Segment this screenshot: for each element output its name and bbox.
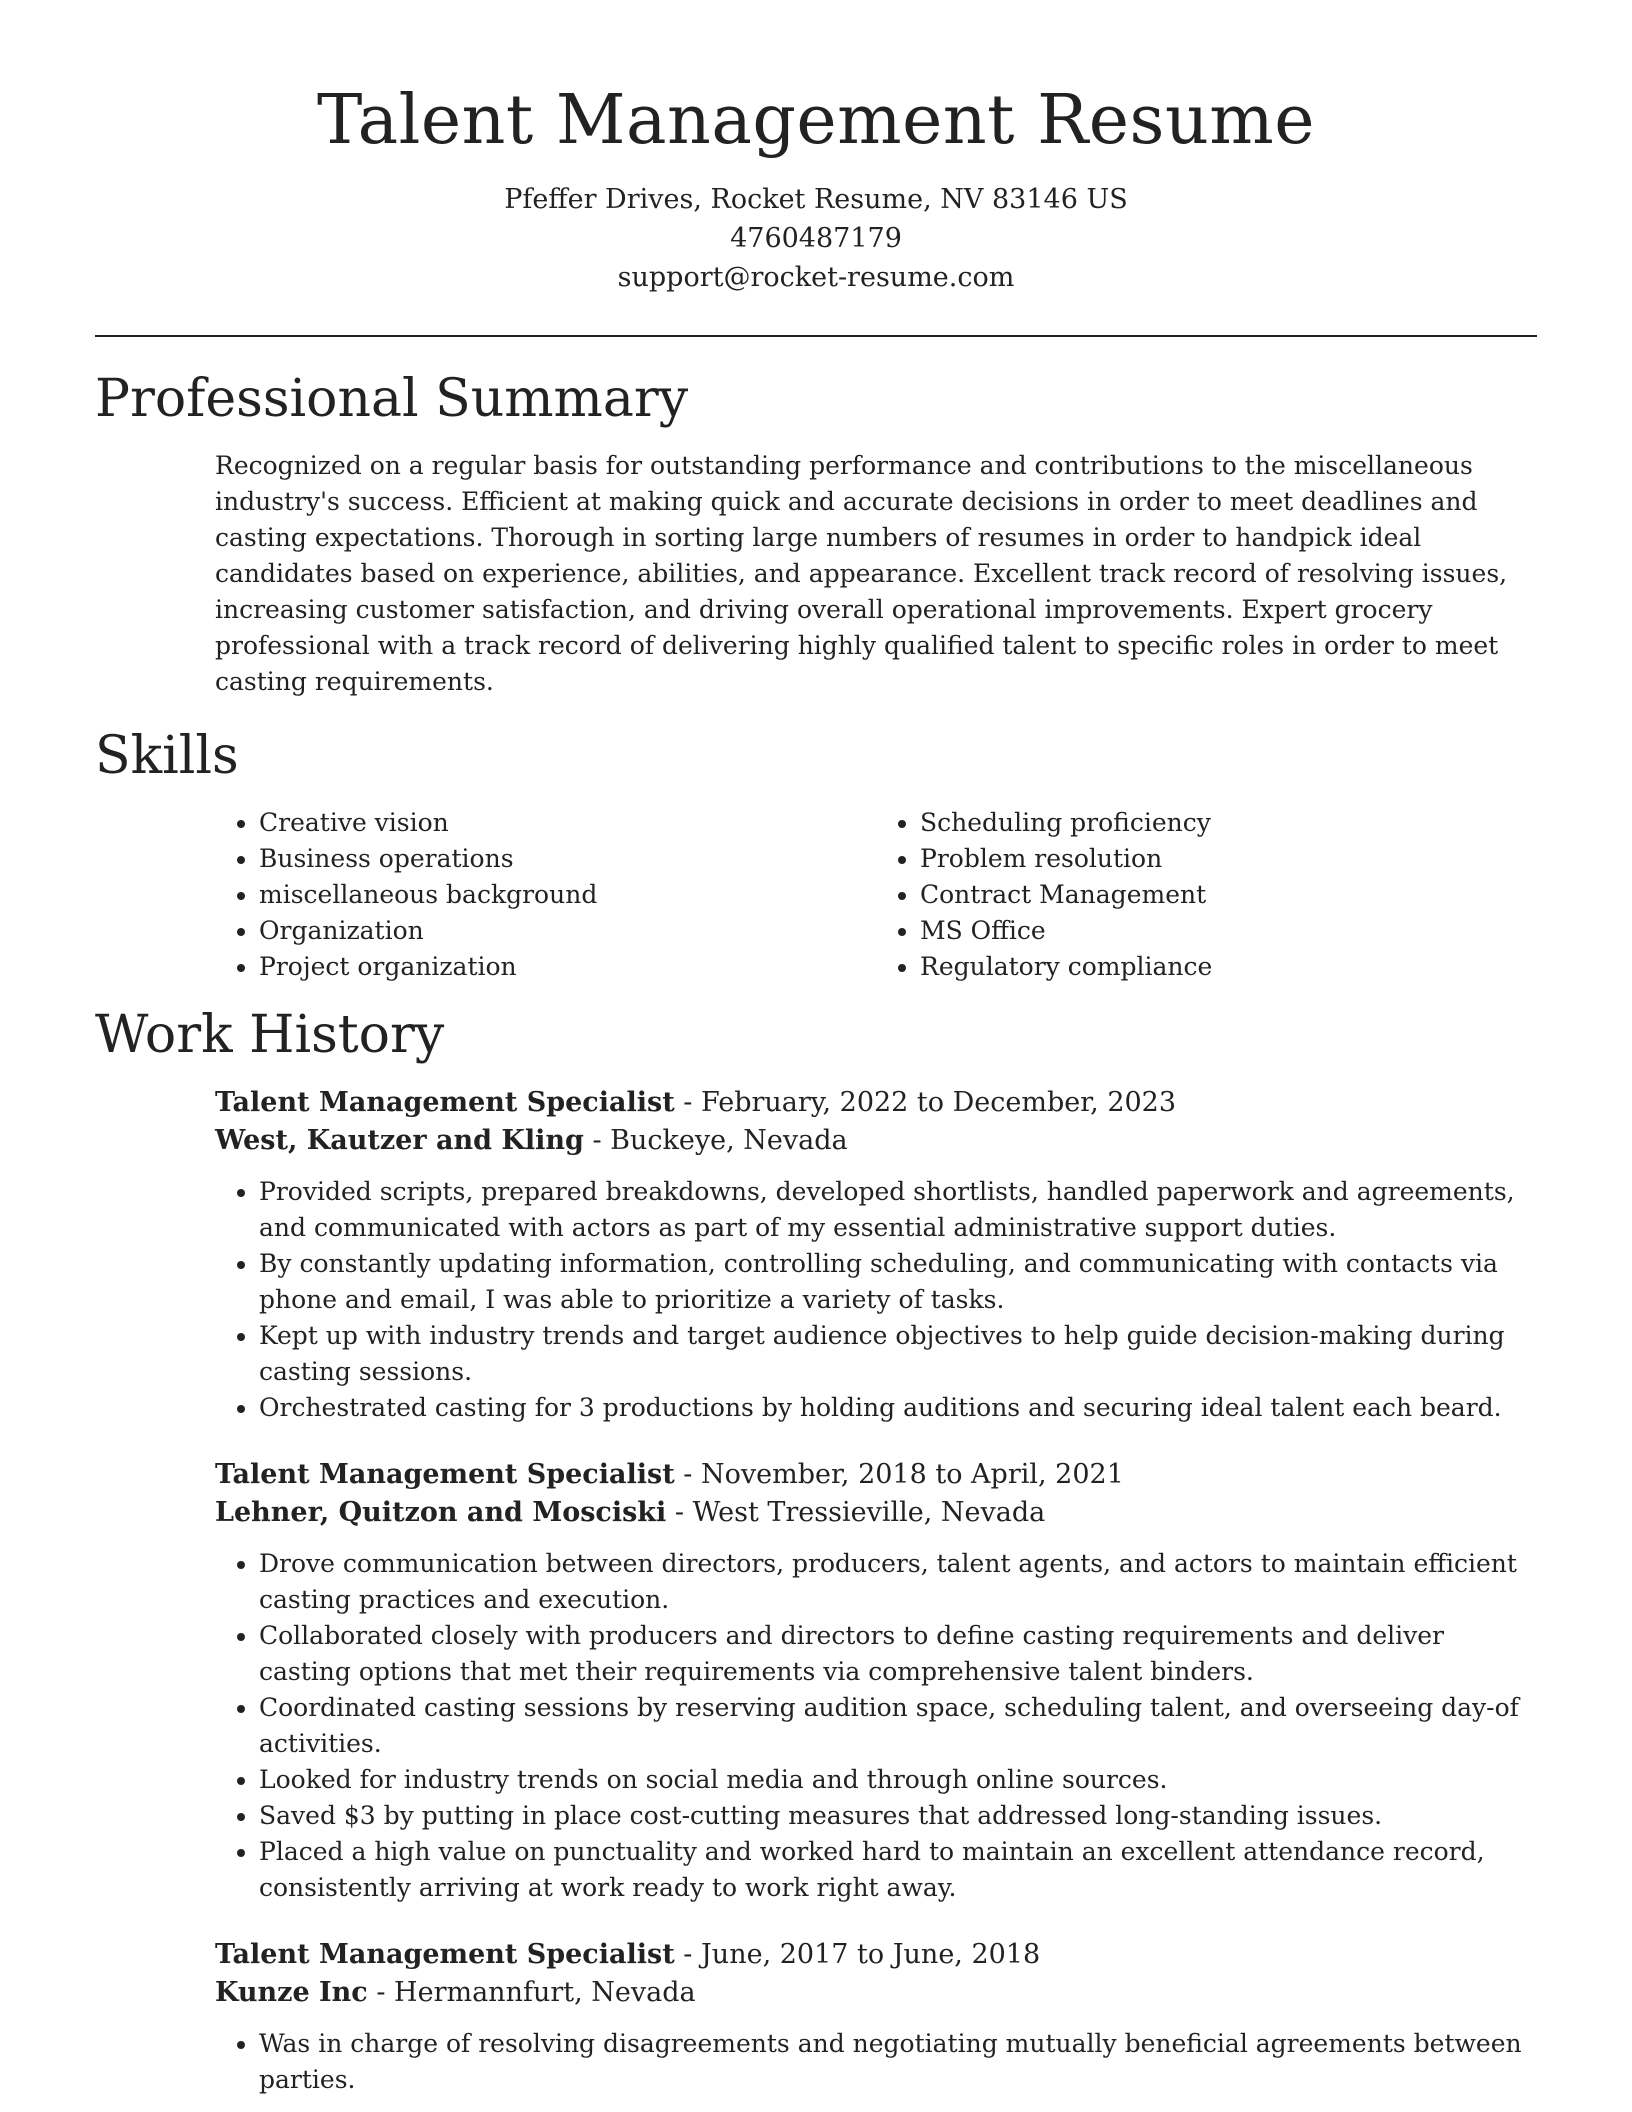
duty-item: • Provided scripts, prepared breakdowns, developed shortlists, handled paperwork and agreements, and communicated with actors as part of my essential administrative support duties. (259, 1174, 1537, 1246)
skill-item: • miscellaneous background (259, 877, 876, 913)
job-duties (215, 1174, 1537, 1426)
separator: - (583, 1125, 611, 1157)
job-location: Buckeye, Nevada (610, 1125, 848, 1157)
duty-item: • Kept up with industry trends and target audience objectives to help guide decision-making during casting sessions. (259, 1318, 1537, 1390)
separator: - (674, 1087, 701, 1119)
duty-item: • Collaborated closely with producers and directors to define casting requirements and deliver casting options that met their requirements via comprehensive talent binders. (259, 1618, 1537, 1690)
job-title-line (215, 1084, 1537, 1122)
summary-section (95, 368, 1537, 700)
work-history-heading: Work History (95, 1004, 445, 1065)
job-title: Talent Management Specialist (215, 1939, 675, 1971)
job-duties (215, 2026, 1537, 2098)
resume-header (95, 80, 1537, 297)
duty-item: • By constantly updating information, controlling scheduling, and communicating with contacts via phone and email, I was able to prioritize a variety of tasks. (259, 1246, 1537, 1318)
job-entry (215, 1456, 1537, 1906)
job-company-line (215, 1974, 1537, 2012)
job-duties (215, 1546, 1537, 1906)
phone: 4760487179 (730, 222, 902, 254)
job-company: Lehner, Quitzon and Mosciski (215, 1497, 667, 1529)
job-company: West, Kautzer and Kling (215, 1125, 584, 1157)
duty-item: • Coordinated casting sessions by reserving audition space, scheduling talent, and overseeing day-of activities. (259, 1690, 1537, 1762)
skill-item: • Contract Management (920, 877, 1537, 913)
job-company: Kunze Inc (215, 1977, 368, 2009)
duty-item: • Placed a high value on punctuality and worked hard to maintain an excellent attendance record, consistently arriving at work ready to work right away. (259, 1834, 1537, 1906)
skill-item: • Project organization (259, 949, 876, 985)
job-title-line (215, 1936, 1537, 1974)
work-history-section (95, 1004, 1537, 2098)
duty-item: • Drove communication between directors, producers, talent agents, and actors to maintain efficient casting practices and execution. (259, 1546, 1537, 1618)
skills-column-left (215, 805, 876, 985)
resume-title: Talent Management Resume (317, 81, 1315, 160)
job-company-line (215, 1494, 1537, 1532)
duty-item: • Orchestrated casting for 3 productions by holding auditions and securing ideal talent each beard. (259, 1390, 1537, 1426)
skill-item: • Business operations (259, 841, 876, 877)
skill-item: • Organization (259, 913, 876, 949)
skills-section (95, 725, 1537, 985)
skills-heading: Skills (95, 725, 239, 786)
header-divider (95, 335, 1537, 337)
skill-item: • Scheduling proficiency (920, 805, 1537, 841)
job-dates: February, 2022 to December, 2023 (700, 1087, 1177, 1119)
summary-text: Recognized on a regular basis for outstanding performance and contributions to the miscellaneous industry's success. Efficient at making quick and accurate decisions in order to meet deadlines and casting expectations. Thorough in sorting large numbers of resumes in order to handpick ideal candidates based on experience, abilities, and appearance. Excellent track record of resolving issues, increasing customer satisfaction, and driving overall operational improvements. Expert grocery professional with a track record of delivering highly qualified talent to specific roles in order to meet casting requirements. (215, 450, 1508, 696)
address: Pfeffer Drives, Rocket Resume, NV 83146 US (504, 183, 1128, 215)
contact-info (95, 180, 1537, 297)
job-dates: November, 2018 to April, 2021 (700, 1459, 1124, 1491)
separator: - (674, 1459, 701, 1491)
email: support@rocket-resume.com (617, 261, 1015, 293)
job-dates: June, 2017 to June, 2018 (700, 1939, 1041, 1971)
job-title: Talent Management Specialist (215, 1087, 675, 1119)
duty-item: • Was in charge of resolving disagreements and negotiating mutually beneficial agreements between parties. (259, 2026, 1537, 2098)
job-entry (215, 1936, 1537, 2098)
job-location: Hermannfurt, Nevada (394, 1977, 696, 2009)
job-location: West Tressieville, Nevada (692, 1497, 1046, 1529)
skill-item: • Creative vision (259, 805, 876, 841)
job-title-line (215, 1456, 1537, 1494)
skills-column-right (876, 805, 1537, 985)
duty-item: • Saved $3 by putting in place cost-cutting measures that addressed long-standing issues. (259, 1798, 1537, 1834)
job-company-line (215, 1122, 1537, 1160)
job-entry (215, 1084, 1537, 1426)
skills-list (215, 805, 1537, 985)
separator: - (674, 1939, 701, 1971)
summary-heading: Professional Summary (95, 368, 689, 429)
separator: - (666, 1497, 693, 1529)
job-title: Talent Management Specialist (215, 1459, 675, 1491)
separator: - (367, 1977, 395, 2009)
skill-item: • Regulatory compliance (920, 949, 1537, 985)
skill-item: • Problem resolution (920, 841, 1537, 877)
duty-item: • Looked for industry trends on social media and through online sources. (259, 1762, 1537, 1798)
skill-item: • MS Office (920, 913, 1537, 949)
